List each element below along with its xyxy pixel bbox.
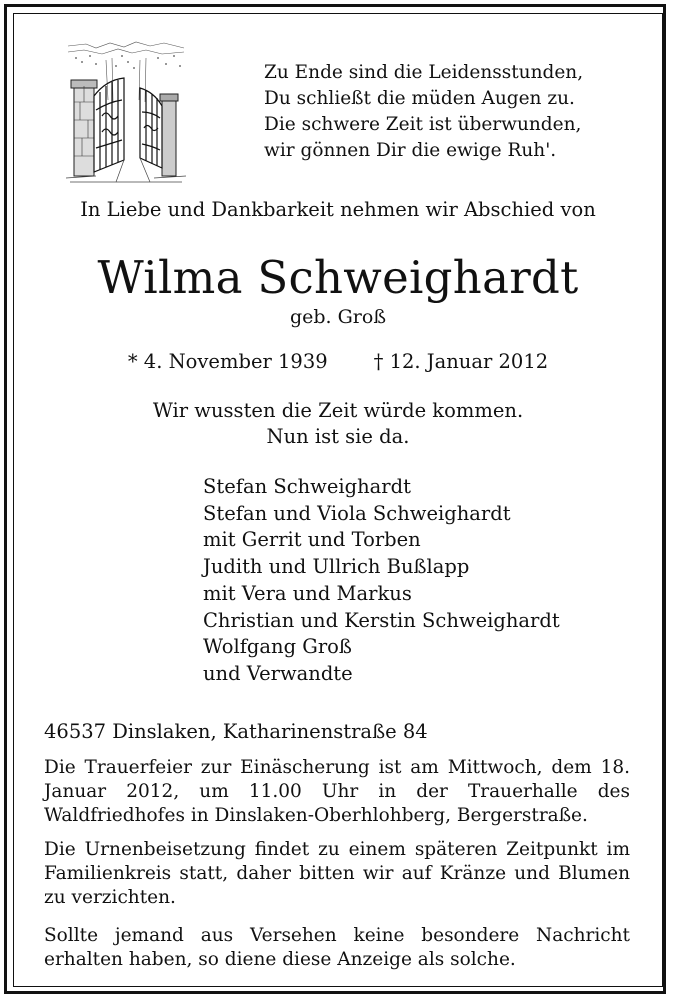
poem-line: Du schließt die müden Augen zu. (264, 88, 575, 109)
notice-paragraph: Sollte jemand aus Versehen keine besondere Nachricht erhalten haben, so diene diese Anzeige als solche. (44, 925, 630, 970)
poem-line: wir gönnen Dir die ewige Ruh'. (264, 140, 557, 161)
cemetery-gate-icon (66, 40, 186, 184)
maiden-name: geb. Groß (289, 306, 387, 328)
intro-text: In Liebe und Dankbarkeit nehmen wir Abschied von (80, 198, 596, 221)
family-line: Stefan und Viola Schweighardt (203, 501, 511, 525)
death-date: † 12. Januar 2012 (373, 350, 549, 373)
deceased-name: Wilma Schweighardt (97, 251, 579, 304)
family-list (203, 474, 560, 688)
urn-paragraph: Die Urnenbeisetzung findet zu einem späteren Zeitpunkt im Familienkreis statt, daher bitten wir auf Kränze und Blumen zu verzichten. (44, 839, 630, 908)
life-dates (0, 348, 676, 376)
verse (0, 398, 676, 450)
family-line: Stefan Schweighardt (203, 475, 411, 498)
poem-line: Zu Ende sind die Leidensstunden, (264, 62, 584, 83)
family-line: Judith und Ullrich Bußlapp (203, 555, 470, 579)
family-line: Christian und Kerstin Schweighardt (203, 608, 560, 632)
verse-line: Wir wussten die Zeit würde kommen. (152, 399, 524, 422)
family-line: mit Gerrit und Torben (203, 528, 421, 552)
birth-date: * 4. November 1939 (127, 350, 328, 373)
family-line: Wolfgang Groß (203, 635, 352, 659)
funeral-paragraph: Die Trauerfeier zur Einäscherung ist am Mittwoch, dem 18. Januar 2012, um 11.00 Uhr in der Trauerhalle des Waldfriedhofes in Dinslaken-Oberhlohberg, Bergerstraße. (44, 757, 630, 826)
family-line: und Verwandte (203, 661, 353, 685)
address: 46537 Dinslaken, Katharinenstraße 84 (44, 720, 428, 743)
family-line: mit Vera und Markus (203, 581, 412, 605)
verse-line: Nun ist sie da. (266, 425, 410, 448)
poem (264, 60, 583, 164)
poem-line: Die schwere Zeit ist überwunden, (264, 114, 582, 135)
